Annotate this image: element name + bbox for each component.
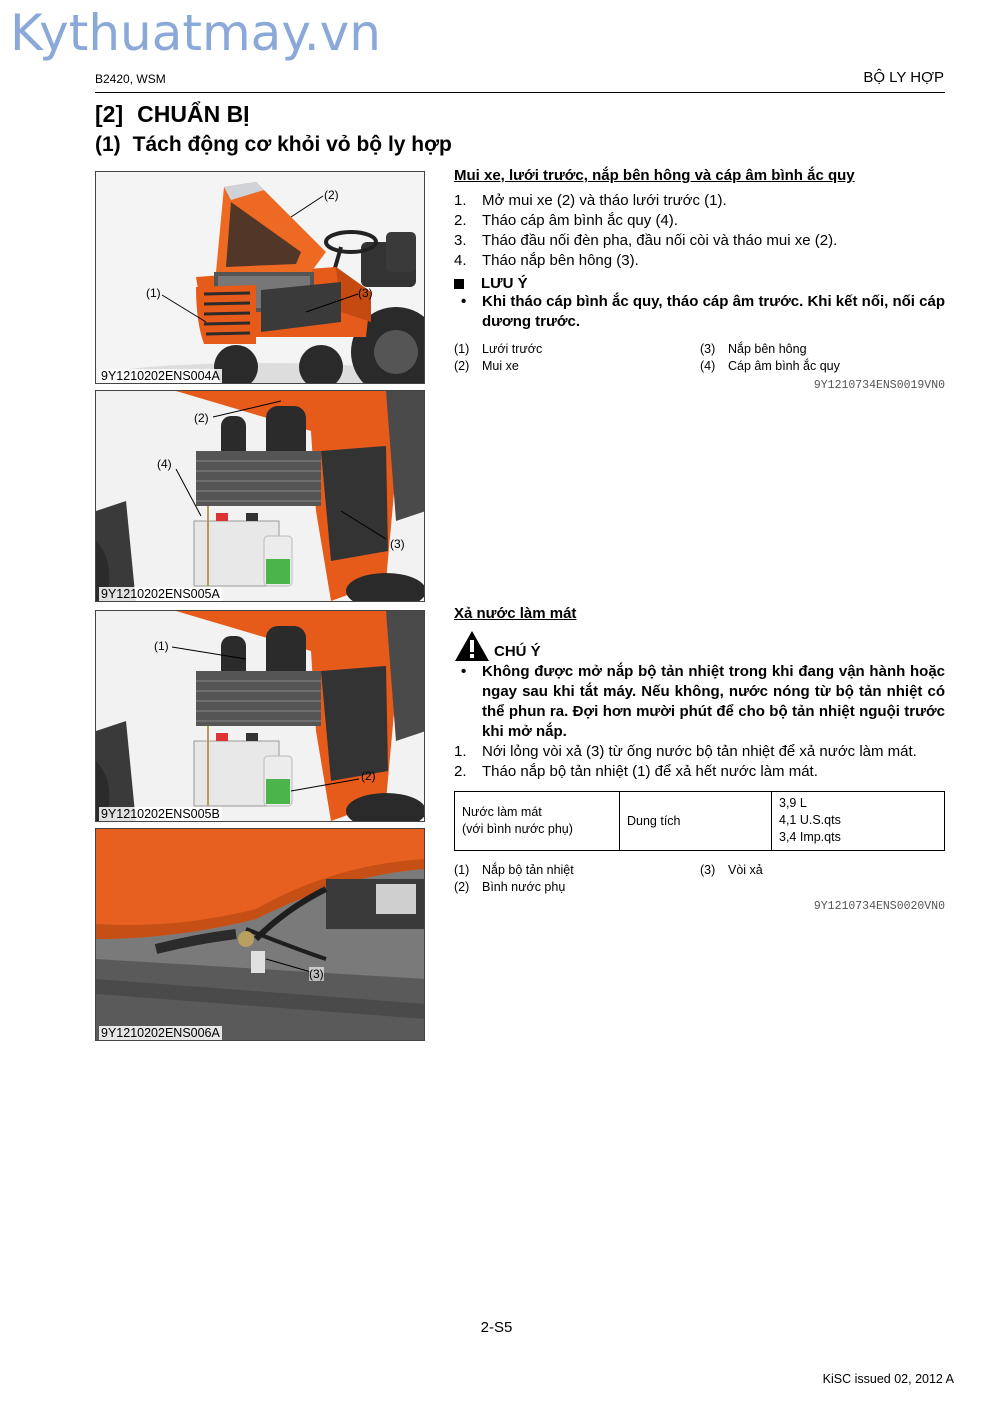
note-square-icon — [454, 279, 464, 289]
callout-label: (3) — [390, 537, 405, 551]
callout-label: (2) — [324, 188, 339, 202]
note-heading: LƯU Ý — [454, 275, 945, 292]
header-chapter: BỘ LY HỢP — [863, 69, 944, 86]
drain-cock-illustration — [96, 829, 425, 1041]
legend-item: (1) Nắp bộ tản nhiệt — [454, 863, 574, 877]
block-heading: Mui xe, lưới trước, nắp bên hông và cáp âm bình ắc quy — [454, 167, 855, 184]
photo-code: 9Y1210202ENS005B — [101, 807, 220, 821]
legend-item: (2) Bình nước phụ — [454, 880, 566, 894]
photo-code: 9Y1210202ENS005A — [101, 587, 220, 601]
section-title-text: CHUẨN BỊ — [137, 101, 250, 127]
subsection-title — [95, 133, 452, 157]
page-number: 2-S5 — [480, 1319, 513, 1336]
step-item: 1. Mở mui xe (2) và tháo lưới trước (1). — [454, 192, 727, 209]
table-cell-item: Nước làm mát (với bình nước phụ) — [455, 792, 620, 851]
legend-item: (2) Mui xe — [454, 359, 519, 373]
step-item: 2. Tháo nắp bộ tản nhiệt (1) để xả hết nước làm mát. — [454, 763, 818, 780]
step-item: 3. Tháo đầu nối đèn pha, đầu nối còi và tháo mui xe (2). — [454, 232, 838, 249]
warning-triangle-icon — [454, 630, 490, 662]
document-reference: 9Y1210734ENS0019VN0 — [813, 379, 945, 392]
step-list — [454, 742, 945, 782]
radiator-cap-illustration — [96, 611, 425, 822]
block-hood-removal — [454, 167, 945, 392]
section-title — [95, 101, 250, 128]
tractor-hood-illustration — [96, 172, 425, 384]
subsection-title-text: Tách động cơ khỏi vỏ bộ ly hợp — [132, 133, 452, 156]
callout-label: (1) — [146, 286, 161, 300]
document-reference: 9Y1210734ENS0020VN0 — [813, 900, 945, 913]
block-coolant-drain — [454, 605, 945, 913]
callout-label: (3) — [309, 967, 324, 981]
caution-heading: CHÚ Ý — [454, 630, 945, 662]
step-item: 1. Nới lỏng vòi xả (3) từ ống nước bộ tản nhiệt để xả nước làm mát. — [454, 743, 917, 760]
radiator-battery-illustration — [96, 391, 425, 602]
photo-code: 9Y1210202ENS006A — [101, 1026, 220, 1040]
photo-drain-cock — [95, 828, 425, 1041]
legend — [454, 862, 945, 896]
photo-radiator-cap — [95, 610, 425, 822]
step-item: 2. Tháo cáp âm bình ắc quy (4). — [454, 212, 678, 229]
footer-issue: KiSC issued 02, 2012 A — [822, 1372, 954, 1386]
legend-item: (3) Vòi xả — [700, 863, 763, 877]
header-model: B2420, WSM — [95, 72, 166, 86]
step-list — [454, 191, 945, 271]
block-heading: Xả nước làm mát — [454, 605, 577, 622]
callout-label: (3) — [358, 286, 373, 300]
legend-item: (1) Lưới trước — [454, 342, 543, 356]
caution-text: • Không được mở nắp bộ tản nhiệt trong khi đang vận hành hoặc ngay sau khi tắt máy. Nếu không, nước nóng từ bộ tản nhiệt có thể phun ra. Đợi hơn mười phút để cho bộ tản nhiệt nguội trước khi mở nắp. — [461, 663, 945, 740]
legend — [454, 341, 945, 375]
table-cell-label: Dung tích — [620, 792, 772, 851]
callout-label: (2) — [194, 411, 209, 425]
callout-label: (4) — [157, 457, 172, 471]
callout-label: (2) — [361, 769, 376, 783]
photo-tractor-hood-open — [95, 171, 425, 384]
legend-item: (4) Cáp âm bình ắc quy — [700, 359, 840, 373]
legend-item: (3) Nắp bên hông — [700, 342, 807, 356]
coolant-capacity-table — [454, 791, 945, 851]
watermark: Kythuatmay.vn — [10, 4, 381, 62]
note-text: • Khi tháo cáp bình ắc quy, tháo cáp âm trước. Khi kết nối, nối cáp dương trước. — [461, 293, 945, 330]
photo-code: 9Y1210202ENS004A — [101, 369, 220, 383]
callout-label: (1) — [154, 639, 169, 653]
section-number: [2] — [95, 101, 124, 127]
subsection-number: (1) — [95, 133, 121, 156]
table-cell-values: 3,9 L 4,1 U.S.qts 3,4 Imp.qts — [772, 792, 945, 851]
header-rule — [95, 92, 945, 93]
photo-radiator-battery — [95, 390, 425, 602]
step-item: 4. Tháo nắp bên hông (3). — [454, 252, 639, 269]
